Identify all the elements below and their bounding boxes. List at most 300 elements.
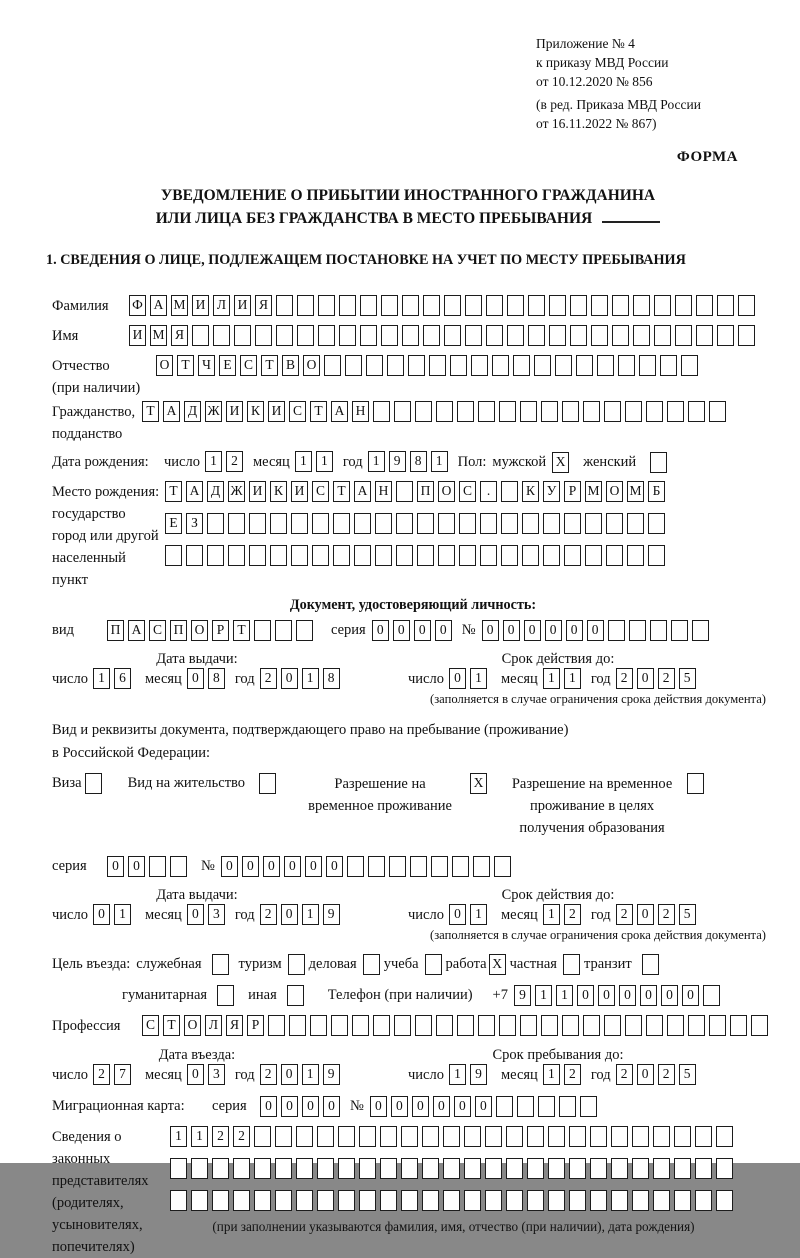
char-box[interactable]: [569, 1126, 586, 1147]
char-box[interactable]: [318, 325, 335, 346]
char-box[interactable]: [627, 545, 644, 566]
char-box[interactable]: П: [417, 481, 434, 502]
char-box[interactable]: 0: [619, 985, 636, 1006]
char-box[interactable]: [375, 545, 392, 566]
char-box[interactable]: 1: [191, 1126, 208, 1147]
char-box[interactable]: [207, 545, 224, 566]
char-box[interactable]: 1: [543, 1064, 560, 1085]
char-box[interactable]: [492, 355, 509, 376]
char-box[interactable]: К: [522, 481, 539, 502]
char-box[interactable]: Н: [375, 481, 392, 502]
char-box[interactable]: [688, 1015, 705, 1036]
char-box[interactable]: [360, 295, 377, 316]
char-box[interactable]: [317, 1126, 334, 1147]
char-box[interactable]: [270, 513, 287, 534]
char-box[interactable]: [310, 1015, 327, 1036]
char-box[interactable]: [650, 620, 667, 641]
char-box[interactable]: [548, 1158, 565, 1179]
char-box[interactable]: [549, 325, 566, 346]
char-box[interactable]: [417, 513, 434, 534]
char-box[interactable]: А: [331, 401, 348, 422]
char-box[interactable]: [464, 1158, 481, 1179]
char-box[interactable]: 0: [187, 904, 204, 925]
char-box[interactable]: [394, 1015, 411, 1036]
char-box[interactable]: К: [247, 401, 264, 422]
char-box[interactable]: [375, 513, 392, 534]
char-box[interactable]: 1: [564, 668, 581, 689]
char-box[interactable]: А: [128, 620, 145, 641]
char-box[interactable]: [429, 355, 446, 376]
char-box[interactable]: [312, 513, 329, 534]
char-box[interactable]: [688, 401, 705, 422]
char-box[interactable]: 2: [616, 904, 633, 925]
char-box[interactable]: [289, 1015, 306, 1036]
char-box[interactable]: [527, 1126, 544, 1147]
char-box[interactable]: [396, 513, 413, 534]
char-box[interactable]: [527, 1158, 544, 1179]
char-box[interactable]: [338, 1126, 355, 1147]
char-box[interactable]: [633, 295, 650, 316]
char-box[interactable]: [444, 295, 461, 316]
char-box[interactable]: 2: [260, 1064, 277, 1085]
char-box[interactable]: 0: [640, 985, 657, 1006]
char-box[interactable]: [387, 355, 404, 376]
char-box[interactable]: [443, 1126, 460, 1147]
char-box[interactable]: [212, 1190, 229, 1211]
char-box[interactable]: [333, 513, 350, 534]
char-box[interactable]: И: [268, 401, 285, 422]
char-box[interactable]: Б: [648, 481, 665, 502]
char-box[interactable]: [396, 481, 413, 502]
char-box[interactable]: С: [149, 620, 166, 641]
char-box[interactable]: 0: [433, 1096, 450, 1117]
char-box[interactable]: Е: [219, 355, 236, 376]
char-box[interactable]: 2: [260, 904, 277, 925]
char-box[interactable]: [585, 513, 602, 534]
char-box[interactable]: [422, 1190, 439, 1211]
char-box[interactable]: М: [171, 295, 188, 316]
char-box[interactable]: [527, 1190, 544, 1211]
char-box[interactable]: [373, 401, 390, 422]
char-box[interactable]: 1: [93, 668, 110, 689]
char-box[interactable]: [534, 355, 551, 376]
char-box[interactable]: X: [489, 954, 506, 975]
char-box[interactable]: [212, 1158, 229, 1179]
char-box[interactable]: [612, 325, 629, 346]
char-box[interactable]: [270, 545, 287, 566]
char-box[interactable]: 0: [281, 904, 298, 925]
char-box[interactable]: 3: [208, 1064, 225, 1085]
char-box[interactable]: [499, 1015, 516, 1036]
char-box[interactable]: [345, 355, 362, 376]
char-box[interactable]: [591, 295, 608, 316]
char-box[interactable]: [473, 856, 490, 877]
char-box[interactable]: [695, 1190, 712, 1211]
char-box[interactable]: А: [354, 481, 371, 502]
char-box[interactable]: 1: [543, 904, 560, 925]
char-box[interactable]: 0: [187, 1064, 204, 1085]
char-box[interactable]: С: [459, 481, 476, 502]
char-box[interactable]: [438, 513, 455, 534]
char-box[interactable]: [562, 1015, 579, 1036]
char-box[interactable]: 2: [260, 668, 277, 689]
char-box[interactable]: З: [186, 513, 203, 534]
char-box[interactable]: 9: [514, 985, 531, 1006]
char-box[interactable]: М: [585, 481, 602, 502]
char-box[interactable]: 1: [535, 985, 552, 1006]
char-box[interactable]: 0: [305, 856, 322, 877]
char-box[interactable]: [590, 1126, 607, 1147]
char-box[interactable]: С: [240, 355, 257, 376]
char-box[interactable]: 5: [679, 668, 696, 689]
char-box[interactable]: [443, 1158, 460, 1179]
char-box[interactable]: [604, 1015, 621, 1036]
char-box[interactable]: [234, 325, 251, 346]
char-box[interactable]: Т: [165, 481, 182, 502]
char-box[interactable]: [667, 1015, 684, 1036]
char-box[interactable]: [254, 1190, 271, 1211]
char-box[interactable]: [165, 545, 182, 566]
char-box[interactable]: [507, 295, 524, 316]
char-box[interactable]: [606, 545, 623, 566]
char-box[interactable]: Р: [564, 481, 581, 502]
char-box[interactable]: [496, 1096, 513, 1117]
char-box[interactable]: О: [438, 481, 455, 502]
char-box[interactable]: [513, 355, 530, 376]
char-box[interactable]: [674, 1190, 691, 1211]
char-box[interactable]: [611, 1126, 628, 1147]
char-box[interactable]: [717, 295, 734, 316]
char-box[interactable]: [549, 295, 566, 316]
char-box[interactable]: Т: [142, 401, 159, 422]
char-box[interactable]: [675, 295, 692, 316]
char-box[interactable]: 1: [205, 451, 222, 472]
char-box[interactable]: 0: [449, 904, 466, 925]
char-box[interactable]: [410, 856, 427, 877]
char-box[interactable]: [486, 325, 503, 346]
char-box[interactable]: Ж: [228, 481, 245, 502]
char-box[interactable]: Т: [177, 355, 194, 376]
char-box[interactable]: [352, 1015, 369, 1036]
char-box[interactable]: 1: [316, 451, 333, 472]
char-box[interactable]: [408, 355, 425, 376]
char-box[interactable]: 0: [412, 1096, 429, 1117]
char-box[interactable]: [255, 325, 272, 346]
char-box[interactable]: [564, 513, 581, 534]
char-box[interactable]: [354, 513, 371, 534]
char-box[interactable]: [606, 513, 623, 534]
char-box[interactable]: [709, 1015, 726, 1036]
char-box[interactable]: С: [289, 401, 306, 422]
char-box[interactable]: [709, 401, 726, 422]
char-box[interactable]: [604, 401, 621, 422]
char-box[interactable]: [249, 545, 266, 566]
char-box[interactable]: [359, 1158, 376, 1179]
char-box[interactable]: [562, 401, 579, 422]
char-box[interactable]: 0: [391, 1096, 408, 1117]
char-box[interactable]: О: [156, 355, 173, 376]
char-box[interactable]: [501, 545, 518, 566]
char-box[interactable]: П: [107, 620, 124, 641]
char-box[interactable]: Е: [165, 513, 182, 534]
char-box[interactable]: [612, 295, 629, 316]
char-box[interactable]: [653, 1126, 670, 1147]
char-box[interactable]: [288, 954, 305, 975]
char-box[interactable]: [394, 401, 411, 422]
char-box[interactable]: 9: [323, 1064, 340, 1085]
char-box[interactable]: [317, 1158, 334, 1179]
char-box[interactable]: [401, 1190, 418, 1211]
char-box[interactable]: [625, 1015, 642, 1036]
char-box[interactable]: [170, 1190, 187, 1211]
char-box[interactable]: [259, 773, 276, 794]
char-box[interactable]: [217, 985, 234, 1006]
char-box[interactable]: [520, 1015, 537, 1036]
char-box[interactable]: [459, 513, 476, 534]
char-box[interactable]: [751, 1015, 768, 1036]
char-box[interactable]: [436, 1015, 453, 1036]
char-box[interactable]: Д: [207, 481, 224, 502]
char-box[interactable]: 0: [566, 620, 583, 641]
char-box[interactable]: И: [249, 481, 266, 502]
char-box[interactable]: [671, 620, 688, 641]
char-box[interactable]: 0: [372, 620, 389, 641]
char-box[interactable]: 5: [679, 1064, 696, 1085]
char-box[interactable]: [646, 401, 663, 422]
char-box[interactable]: [275, 620, 292, 641]
char-box[interactable]: 0: [187, 668, 204, 689]
char-box[interactable]: [291, 513, 308, 534]
char-box[interactable]: 0: [475, 1096, 492, 1117]
char-box[interactable]: [359, 1190, 376, 1211]
char-box[interactable]: [170, 1158, 187, 1179]
char-box[interactable]: 1: [431, 451, 448, 472]
char-box[interactable]: [276, 325, 293, 346]
char-box[interactable]: [522, 545, 539, 566]
char-box[interactable]: [438, 545, 455, 566]
char-box[interactable]: [360, 325, 377, 346]
char-box[interactable]: [506, 1190, 523, 1211]
char-box[interactable]: [485, 1190, 502, 1211]
char-box[interactable]: [528, 295, 545, 316]
char-box[interactable]: [402, 325, 419, 346]
char-box[interactable]: О: [191, 620, 208, 641]
char-box[interactable]: [363, 954, 380, 975]
char-box[interactable]: [653, 1190, 670, 1211]
char-box[interactable]: [569, 1158, 586, 1179]
char-box[interactable]: 0: [661, 985, 678, 1006]
char-box[interactable]: 0: [302, 1096, 319, 1117]
char-box[interactable]: 6: [114, 668, 131, 689]
char-box[interactable]: [480, 513, 497, 534]
char-box[interactable]: [396, 545, 413, 566]
char-box[interactable]: [501, 513, 518, 534]
char-box[interactable]: [563, 954, 580, 975]
char-box[interactable]: [654, 295, 671, 316]
char-box[interactable]: [696, 295, 713, 316]
char-box[interactable]: 0: [637, 1064, 654, 1085]
char-box[interactable]: Т: [333, 481, 350, 502]
char-box[interactable]: 1: [470, 904, 487, 925]
char-box[interactable]: [548, 1126, 565, 1147]
char-box[interactable]: [583, 401, 600, 422]
char-box[interactable]: [347, 856, 364, 877]
char-box[interactable]: 0: [414, 620, 431, 641]
char-box[interactable]: А: [186, 481, 203, 502]
char-box[interactable]: [366, 355, 383, 376]
char-box[interactable]: [425, 954, 442, 975]
char-box[interactable]: [590, 1190, 607, 1211]
char-box[interactable]: [585, 545, 602, 566]
char-box[interactable]: [570, 295, 587, 316]
char-box[interactable]: Ф: [129, 295, 146, 316]
char-box[interactable]: [738, 295, 755, 316]
char-box[interactable]: [667, 401, 684, 422]
char-box[interactable]: [296, 1126, 313, 1147]
char-box[interactable]: 2: [658, 904, 675, 925]
char-box[interactable]: [660, 355, 677, 376]
char-box[interactable]: 0: [587, 620, 604, 641]
char-box[interactable]: 1: [302, 668, 319, 689]
char-box[interactable]: [381, 325, 398, 346]
char-box[interactable]: [632, 1190, 649, 1211]
char-box[interactable]: [639, 355, 656, 376]
char-box[interactable]: [275, 1126, 292, 1147]
char-box[interactable]: [389, 856, 406, 877]
char-box[interactable]: И: [192, 295, 209, 316]
char-box[interactable]: Я: [171, 325, 188, 346]
char-box[interactable]: 8: [323, 668, 340, 689]
char-box[interactable]: 1: [449, 1064, 466, 1085]
char-box[interactable]: [422, 1126, 439, 1147]
char-box[interactable]: [674, 1158, 691, 1179]
char-box[interactable]: 0: [284, 856, 301, 877]
char-box[interactable]: [275, 1190, 292, 1211]
char-box[interactable]: А: [163, 401, 180, 422]
char-box[interactable]: О: [606, 481, 623, 502]
char-box[interactable]: [287, 985, 304, 1006]
char-box[interactable]: [591, 325, 608, 346]
char-box[interactable]: [681, 355, 698, 376]
char-box[interactable]: [654, 325, 671, 346]
char-box[interactable]: [228, 545, 245, 566]
char-box[interactable]: [338, 1158, 355, 1179]
char-box[interactable]: [632, 1158, 649, 1179]
char-box[interactable]: [632, 1126, 649, 1147]
char-box[interactable]: [249, 513, 266, 534]
char-box[interactable]: [465, 295, 482, 316]
char-box[interactable]: 2: [564, 904, 581, 925]
char-box[interactable]: 8: [208, 668, 225, 689]
char-box[interactable]: [692, 620, 709, 641]
char-box[interactable]: [450, 355, 467, 376]
char-box[interactable]: X: [470, 773, 487, 794]
char-box[interactable]: К: [270, 481, 287, 502]
char-box[interactable]: Т: [163, 1015, 180, 1036]
char-box[interactable]: [318, 295, 335, 316]
char-box[interactable]: [444, 325, 461, 346]
char-box[interactable]: 0: [524, 620, 541, 641]
char-box[interactable]: [597, 355, 614, 376]
char-box[interactable]: Ч: [198, 355, 215, 376]
char-box[interactable]: [333, 545, 350, 566]
char-box[interactable]: Д: [184, 401, 201, 422]
char-box[interactable]: [608, 620, 625, 641]
char-box[interactable]: [317, 1190, 334, 1211]
char-box[interactable]: [233, 1158, 250, 1179]
char-box[interactable]: Р: [212, 620, 229, 641]
char-box[interactable]: [417, 545, 434, 566]
char-box[interactable]: 9: [470, 1064, 487, 1085]
char-box[interactable]: [506, 1158, 523, 1179]
char-box[interactable]: 0: [454, 1096, 471, 1117]
char-box[interactable]: [312, 545, 329, 566]
char-box[interactable]: [646, 1015, 663, 1036]
char-box[interactable]: [478, 1015, 495, 1036]
char-box[interactable]: [570, 325, 587, 346]
char-box[interactable]: 2: [226, 451, 243, 472]
char-box[interactable]: [559, 1096, 576, 1117]
char-box[interactable]: [268, 1015, 285, 1036]
char-box[interactable]: [538, 1096, 555, 1117]
char-box[interactable]: [228, 513, 245, 534]
char-box[interactable]: 2: [658, 668, 675, 689]
char-box[interactable]: [443, 1190, 460, 1211]
char-box[interactable]: [564, 545, 581, 566]
char-box[interactable]: [507, 325, 524, 346]
char-box[interactable]: [452, 856, 469, 877]
char-box[interactable]: [149, 856, 166, 877]
char-box[interactable]: [522, 513, 539, 534]
char-box[interactable]: [650, 452, 667, 473]
char-box[interactable]: Т: [233, 620, 250, 641]
char-box[interactable]: [555, 355, 572, 376]
char-box[interactable]: [703, 985, 720, 1006]
char-box[interactable]: О: [184, 1015, 201, 1036]
char-box[interactable]: 1: [556, 985, 573, 1006]
char-box[interactable]: [485, 1126, 502, 1147]
char-box[interactable]: 0: [393, 620, 410, 641]
char-box[interactable]: [170, 856, 187, 877]
char-box[interactable]: [629, 620, 646, 641]
char-box[interactable]: [675, 325, 692, 346]
char-box[interactable]: [402, 295, 419, 316]
char-box[interactable]: [528, 325, 545, 346]
char-box[interactable]: [494, 856, 511, 877]
char-box[interactable]: [501, 481, 518, 502]
char-box[interactable]: 0: [281, 668, 298, 689]
char-box[interactable]: 0: [281, 1096, 298, 1117]
char-box[interactable]: [541, 1015, 558, 1036]
char-box[interactable]: 1: [295, 451, 312, 472]
char-box[interactable]: [339, 325, 356, 346]
char-box[interactable]: [296, 1158, 313, 1179]
char-box[interactable]: [213, 325, 230, 346]
char-box[interactable]: 0: [323, 1096, 340, 1117]
char-box[interactable]: И: [129, 325, 146, 346]
char-box[interactable]: [331, 1015, 348, 1036]
char-box[interactable]: О: [303, 355, 320, 376]
char-box[interactable]: [465, 325, 482, 346]
char-box[interactable]: [415, 1015, 432, 1036]
char-box[interactable]: [695, 1158, 712, 1179]
char-box[interactable]: [478, 401, 495, 422]
char-box[interactable]: И: [226, 401, 243, 422]
char-box[interactable]: 0: [503, 620, 520, 641]
char-box[interactable]: 0: [128, 856, 145, 877]
char-box[interactable]: [380, 1190, 397, 1211]
char-box[interactable]: [738, 325, 755, 346]
